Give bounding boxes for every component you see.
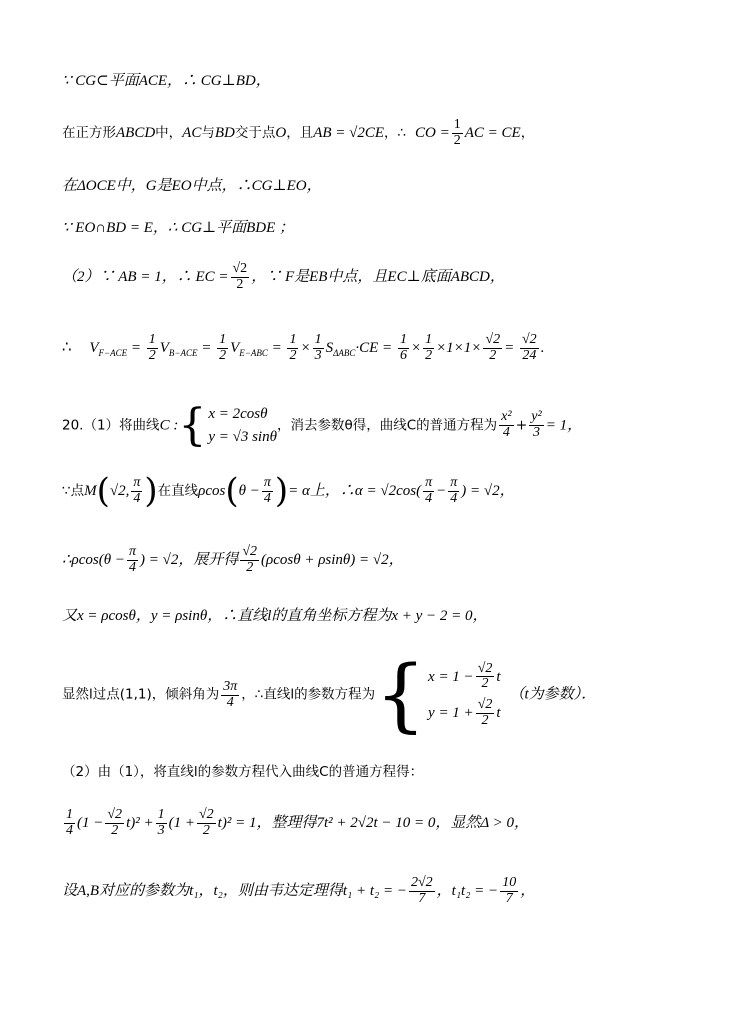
text-l2c: 与	[201, 125, 215, 142]
text-l4: ∵ EO∩BD = E，∴ CG⊥平面BDE ；	[62, 220, 295, 236]
eq-y: y = √3 sinθ	[208, 428, 277, 445]
text-l10: 又x = ρcosθ，y = ρsinθ，∴直线l的直角坐标方程为x + y − 2 = 0，	[62, 608, 488, 624]
eq-x: x = 2cosθ	[208, 406, 268, 422]
text-l2b: 中，	[155, 125, 183, 142]
text-l12: （2）由（1），将直线l的参数方程代入曲线C的普通方程得：	[62, 764, 424, 780]
text-l7c: = 1，	[545, 417, 583, 434]
line-9: ∴ρcos(θ − $\frac{\pi}{4}$ ) = √2，展开得 $\frac{√2}{2}$ (ρcosθ + ρsinθ) = √2，	[62, 544, 404, 575]
text-l3: 在ΔOCE中，G是EO中点，∴CG⊥EO，	[62, 178, 322, 194]
text-l2a: 在正方形	[62, 125, 116, 142]
line-13: $\frac{1}{4}$ (1 − $\frac{√2}{2}$ t)² + $\frac{1}{3}$ (1 + $\frac{√2}{2}$ t)² = 1，整理得7t² + 2√2t − 10 = 0，显然Δ > 0，	[66, 807, 530, 838]
system-brace: {	[178, 399, 207, 451]
line-11	[62, 648, 597, 741]
text-l8c: = α上，∴	[288, 483, 355, 499]
text-l14b: ，t₁t₂ = −	[436, 883, 499, 900]
line-12	[62, 764, 423, 782]
param-system	[208, 403, 277, 448]
eq-x: x = 1 −	[428, 668, 474, 685]
text-l2f: ，∴	[384, 125, 407, 142]
math-abcd: ABCD	[116, 125, 156, 142]
fraction-half	[452, 118, 463, 148]
text-l13c: (1 +	[168, 815, 195, 832]
fraction-sqrt2-2	[231, 262, 250, 292]
frac2-den: 7	[505, 890, 513, 906]
frac-den: 2	[453, 132, 461, 148]
text-l13b: t)² +	[126, 815, 154, 832]
line-6	[62, 333, 544, 363]
math-co: CO =	[415, 125, 450, 142]
line-3	[62, 177, 322, 196]
text-l5a: （2）∵ AB = 1，∴ EC =	[62, 269, 229, 286]
math-ac-ce: AC = CE	[464, 125, 521, 142]
line-8: ∵点M(√2, $\frac{\pi}{4}$ )在直线ρcos(θ − $\frac{\pi}{4}$ )= α上，∴α = √2cos( $\frac{\pi}{4}$ − $\frac{\pi}{4}$ ) = √2，	[62, 471, 515, 511]
line-10	[62, 607, 488, 626]
text-l9b: ) = √2，展开得	[140, 552, 239, 569]
text-l2g: ，	[520, 125, 535, 142]
frac-den: 2	[236, 276, 244, 292]
frac-num: 1	[453, 117, 461, 132]
text-l8a: ∵点	[62, 483, 85, 499]
math-ac: AC	[182, 125, 202, 142]
frac-den: 4	[226, 694, 234, 710]
eq-y: y = 1 +	[428, 705, 474, 722]
text-l13a: (1 −	[77, 815, 104, 832]
text-l7b: ，消去参数θ得，曲线C的普通方程为	[276, 417, 498, 434]
frac-num: 3π	[223, 678, 238, 694]
text-l11b: ，∴直线l的参数方程为	[241, 686, 376, 703]
line-1	[62, 72, 271, 91]
line-14	[62, 876, 535, 906]
text-l11c: （t为参数）．	[509, 686, 597, 703]
line-param-system: x = 1 − $\frac{√2}{2}$ t y = 1 + $\frac{√2}{2}$ t	[428, 660, 501, 728]
text-l13d: t)² = 1，整理得7t² + 2√2t − 10 = 0，显然Δ > 0，	[217, 815, 530, 832]
math-bd: BD	[214, 125, 235, 142]
system-brace-2: {	[375, 648, 427, 741]
line-2	[62, 118, 534, 148]
volume-expression: $V_{F-ACE}$ = $\frac{1}{2}$ $V_{B-ACE}$ = $\frac{1}{2}$ $V_{E-ABC}$ = $\frac{1}{2}$ × $\frac{1}{3}$ $S_{\Delta ABC}\cdot CE$ = $\frac{1}{6}$ × $\frac{1}{2}$ ×1×1× $\frac{√2}{2}$ = $\frac{√2}{24}$ .	[89, 332, 545, 363]
text-l9c: (ρcosθ + ρsinθ) = √2，	[261, 552, 404, 569]
frac-num: √2	[232, 261, 248, 276]
text-l11a: 显然l过点(1,1)，倾斜角为	[62, 686, 220, 703]
text-l1: ∵ CG⊂平面ACE，∴ CG⊥BD，	[62, 73, 271, 89]
frac2-num: 10	[502, 875, 517, 890]
text-l7a: 20.（1）将曲线	[62, 417, 160, 434]
text-l14c: ，	[520, 883, 536, 900]
line-4	[62, 219, 294, 238]
frac1-num: 2√2	[410, 875, 433, 890]
line-5	[62, 262, 505, 292]
text-l5b: ，∵ F是EB中点，且EC⊥底面ABCD，	[251, 269, 505, 286]
curve-c: C :	[159, 417, 179, 434]
text-l8b: 在直线	[157, 483, 199, 499]
math-o: O	[275, 125, 287, 142]
text-l9a: ∴ρcos(θ −	[62, 552, 125, 569]
point-m: M	[84, 483, 97, 499]
therefore-symbol: ∴	[62, 339, 72, 356]
line-7: 20.（1）将曲线C :{ x = 2cosθ y = √3 sinθ ，消去参数θ得，曲线C的普通方程为 $\frac{\text{x²}}{4}$ + $\frac{\text{y²}}{3}$ = 1，	[62, 399, 583, 451]
text-l14a: 设A,B对应的参数为t₁，t₂，则由韦达定理得t₁ + t₂ = −	[62, 883, 407, 900]
frac1-den: 7	[418, 890, 426, 906]
text-l2e: ，且	[286, 125, 314, 142]
math-ab: AB = √2CE	[313, 125, 385, 142]
text-l2d: 交于点	[234, 125, 276, 142]
